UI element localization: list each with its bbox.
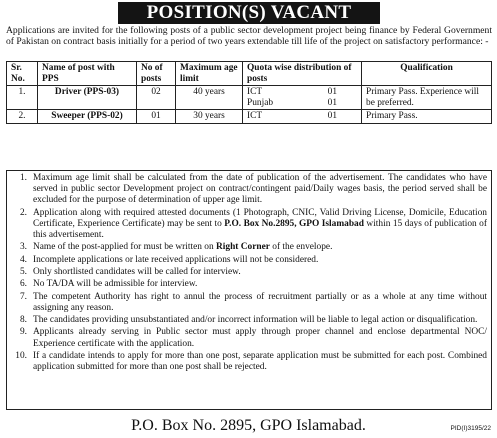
text-segment: Only shortlisted candidates will be called for interview. (33, 267, 241, 277)
list-item-number: 7. (19, 291, 27, 302)
row-sr: 1. (7, 86, 38, 110)
list-item-text (33, 351, 487, 373)
quota-region: Punjab (247, 97, 274, 108)
list-item-number: 9. (19, 327, 27, 338)
list-item (11, 351, 487, 373)
table-row (7, 110, 492, 124)
text-segment: The candidates providing unsubstantiated and/or incorrect information will be liable to legal action or disqualification. (33, 315, 478, 326)
list-item-text (33, 208, 487, 242)
header-no-of-posts: No of posts (137, 62, 176, 86)
list-item-number: 4. (19, 254, 27, 265)
quota-count: 01 (327, 111, 337, 121)
list-item-text (33, 173, 487, 207)
quota-region: ICT (247, 87, 263, 97)
header-age-limit: Maximum age limit (176, 62, 243, 86)
list-item (11, 242, 487, 253)
list-item-number: 10. (15, 350, 27, 361)
list-item-text (33, 267, 487, 278)
quota-region: ICT (247, 111, 263, 121)
text-segment: within 15 days of publication of this advertisement. (33, 218, 487, 241)
list-item-text (33, 255, 487, 266)
list-item-text (33, 292, 487, 314)
row-quota (243, 110, 362, 124)
row-quota (243, 86, 362, 110)
text-segment: of the envelope. (269, 242, 333, 253)
text-segment: Application along with required attested documents (1 Photograph, CNIC, Valid Driving License, Domicile, Education Certificate, Experience Certificate) may be sent to (33, 207, 487, 229)
list-item (11, 267, 487, 278)
quota-count: 01 (327, 97, 337, 108)
row-post: Driver (PPS-03) (38, 86, 137, 110)
list-item (11, 255, 487, 266)
text-segment: Applicants already serving in Public sector must apply through proper channel and enclose departmental NOC/ Experience certificate with the application. (33, 327, 487, 349)
row-age: 40 years (176, 86, 243, 110)
list-item-number: 2. (19, 207, 27, 218)
list-item-number: 3. (19, 242, 27, 253)
list-item-number: 1. (19, 173, 27, 183)
list-item-number: 5. (19, 267, 27, 277)
list-item-number: 6. (19, 279, 27, 290)
text-segment: The competent Authority has right to annul the process of recruitment partially or as a whole at any time without assigning any reason. (33, 291, 487, 313)
row-qualification: Primary Pass. Experience will be preferred. (362, 86, 492, 110)
pid-number: PID(I)3195/22 (450, 425, 491, 432)
row-count: 01 (137, 110, 176, 124)
emphasized-text: P.O. Box No.2895, GPO Islamabad (224, 218, 364, 229)
footer-address: P.O. Box No. 2895, GPO Islamabad. (131, 417, 366, 434)
text-segment: No TA/DA will be admissible for interview. (33, 279, 198, 290)
list-item (11, 208, 487, 242)
quota-count: 01 (327, 87, 337, 97)
text-segment: Incomplete applications or late received applications will not be considered. (33, 254, 319, 265)
intro-paragraph: Applications are invited for the following posts of a public sector development project being finance by Federal Government of Pakistan on contract basis initially for a period of two years extendable till life of the project on satisfactory performance: - (6, 25, 492, 48)
text-segment: Name of the post-applied for must be written on (33, 242, 217, 253)
header-quota: Quota wise distribution of posts (243, 62, 362, 86)
header-qualification: Qualification (362, 62, 492, 86)
table-header-row (7, 62, 492, 86)
list-item (11, 173, 487, 207)
terms-list (6, 170, 492, 410)
list-item-text (33, 315, 487, 326)
row-age: 30 years (176, 110, 243, 124)
list-item-text (33, 327, 487, 349)
text-segment: Maximum age limit shall be calculated from the date of publication of the advertisement. The candidates who have served in public sector Development project on contract/contingent paid/Daily wages basis, the period served shall be excluded for the purpose of determination of upper age limit. (33, 173, 487, 206)
posts-table (6, 61, 492, 124)
list-item (11, 292, 487, 314)
list-item-text (33, 279, 487, 290)
header-post-name: Name of post with PPS (38, 62, 137, 86)
row-qualification: Primary Pass. (362, 110, 492, 124)
page-title: POSITION(S) VACANT (118, 2, 380, 24)
quota-line (247, 98, 337, 109)
list-item (11, 315, 487, 326)
list-item-number: 8. (19, 315, 27, 326)
list-item (11, 327, 487, 349)
header-sr-no: Sr. No. (7, 62, 38, 86)
emphasized-text: Right Corner (216, 242, 270, 253)
row-sr: 2. (7, 110, 38, 124)
quota-line (247, 111, 337, 122)
row-post: Sweeper (PPS-02) (38, 110, 137, 124)
list-item-text (33, 242, 487, 253)
row-count: 02 (137, 86, 176, 110)
table-row (7, 86, 492, 110)
list-item (11, 279, 487, 290)
quota-line (247, 87, 337, 98)
text-segment: If a candidate intends to apply for more than one post, separate application must be submitted for each post. Combined application submitted for more than one post shall be rejected. (33, 350, 487, 373)
